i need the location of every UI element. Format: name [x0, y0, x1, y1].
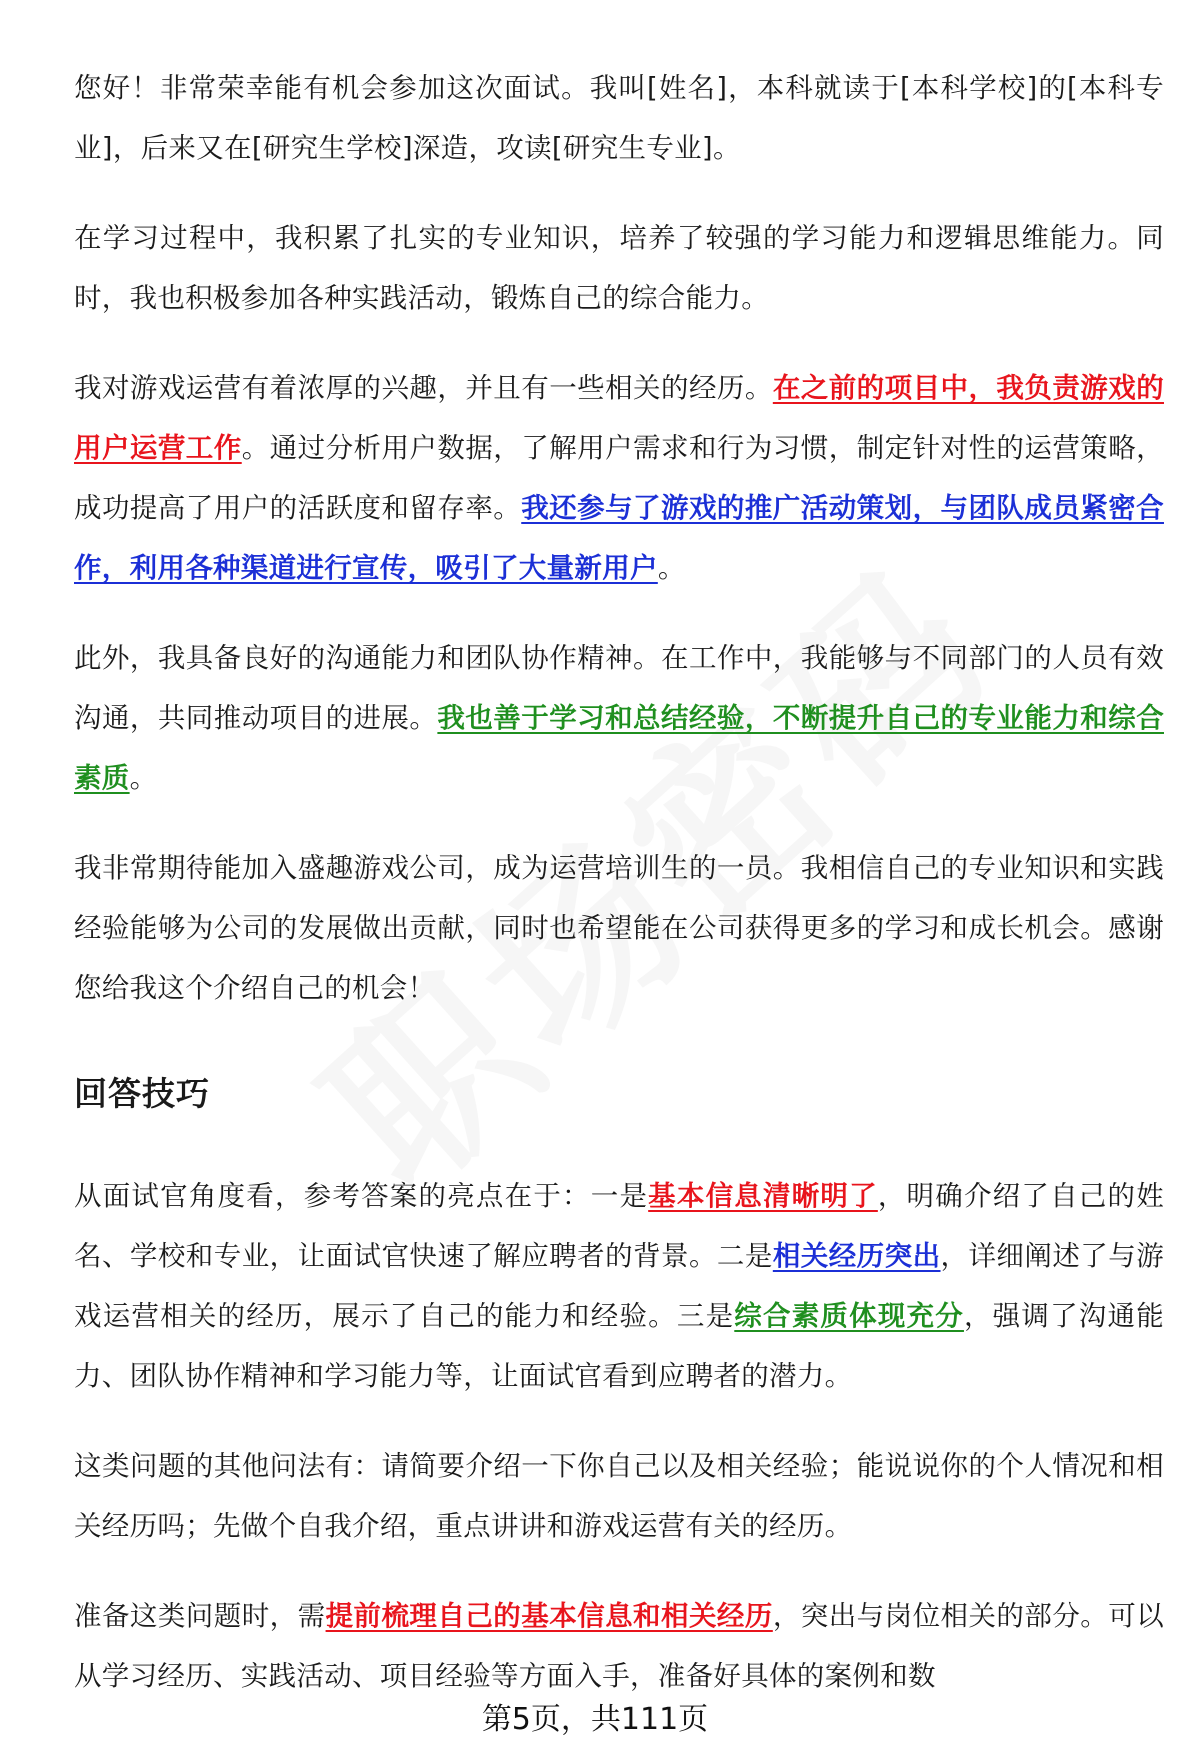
paragraph-text: 准备这类问题时，需: [74, 1600, 326, 1632]
highlight-red: 提前梳理自己的基本信息和相关经历: [325, 1600, 773, 1632]
section-heading: 回答技巧: [74, 1074, 210, 1113]
paragraph-text: 。: [657, 552, 686, 584]
page-number: 第5页，共111页: [481, 1702, 709, 1737]
paragraph-text: ，明确介绍了自己的姓名、学校和专业，让面试官快速了解应聘者的背景。二是: [74, 1180, 1165, 1272]
highlight-red: 在之前的项目中，我负责游戏的用户运营工作: [74, 372, 1164, 464]
highlight-green: 我也善于学习和总结经验，不断提升自己的专业能力和综合素质: [74, 702, 1164, 794]
paragraph-study: [74, 208, 1164, 328]
paragraph-alternatives: [74, 1436, 1164, 1556]
highlight-red: 基本信息清晰明了: [648, 1180, 878, 1212]
paragraph-text: 在学习过程中，我积累了扎实的专业知识，培养了较强的学习能力和逻辑思维能力。同时，我也积极参加各种实践活动，锻炼自己的综合能力。: [74, 222, 1164, 314]
paragraph-text: 我对游戏运营有着浓厚的兴趣，并且有一些相关的经历。: [74, 372, 773, 404]
paragraph-text: 。: [129, 762, 158, 794]
paragraph-skills: [74, 628, 1164, 808]
document-body: [74, 58, 1164, 1736]
paragraph-text: 我非常期待能加入盛趣游戏公司，成为运营培训生的一员。我相信自己的专业知识和实践经验能够为公司的发展做出贡献，同时也希望能在公司获得更多的学习和成长机会。感谢您给我这个介绍自己的机会！: [74, 852, 1164, 1004]
paragraph-text: 这类问题的其他问法有：请简要介绍一下你自己以及相关经验；能说说你的个人情况和相关经历吗；先做个自我介绍，重点讲讲和游戏运营有关的经历。: [74, 1450, 1164, 1542]
paragraph-preparation: [74, 1586, 1164, 1706]
paragraph-intro: [74, 58, 1164, 178]
paragraph-text: 从面试官角度看，参考答案的亮点在于：一是: [74, 1180, 649, 1212]
highlight-blue: 相关经历突出: [772, 1240, 941, 1272]
paragraph-closing: [74, 838, 1164, 1018]
highlight-green: 综合素质体现充分: [734, 1300, 964, 1332]
highlight-blue: 我还参与了游戏的推广活动策划，与团队成员紧密合作，利用各种渠道进行宣传，吸引了大量新用户: [74, 492, 1164, 584]
paragraph-text: ，详细阐述了与游戏运营相关的经历，展示了自己的能力和经验。三是: [74, 1240, 1164, 1332]
paragraph-analysis: [74, 1166, 1164, 1406]
paragraph-text: 您好！非常荣幸能有机会参加这次面试。我叫[姓名]，本科就读于[本科学校]的[本科专业]，后来又在[研究生学校]深造，攻读[研究生专业]。: [74, 72, 1164, 164]
paragraph-experience: [74, 358, 1164, 598]
paragraph-text: ，突出与岗位相关的部分。可以从学习经历、实践活动、项目经验等方面入手，准备好具体的案例和数: [74, 1600, 1164, 1692]
paragraph-text: ，强调了沟通能力、团队协作精神和学习能力等，让面试官看到应聘者的潜力。: [74, 1300, 1164, 1392]
paragraph-text: 。通过分析用户数据，了解用户需求和行为习惯，制定针对性的运营策略，成功提高了用户的活跃度和留存率。: [74, 432, 1164, 524]
paragraph-text: 此外，我具备良好的沟通能力和团队协作精神。在工作中，我能够与不同部门的人员有效沟通，共同推动项目的进展。: [74, 642, 1164, 734]
